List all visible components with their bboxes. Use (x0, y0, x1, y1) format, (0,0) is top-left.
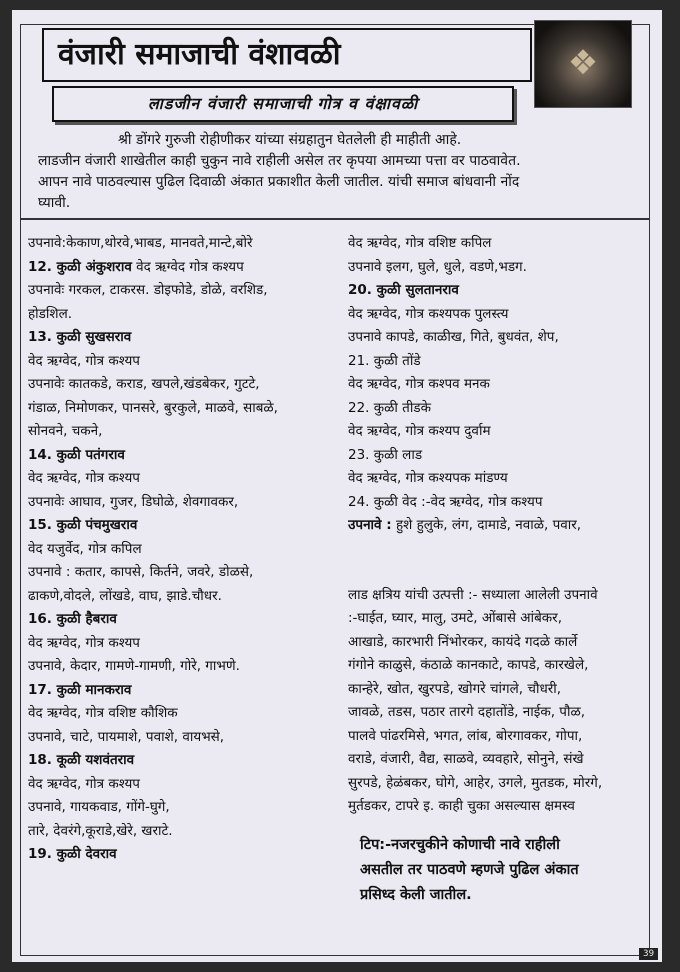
text-line: 23. कुळी लाड (348, 446, 423, 463)
text-line: उपनावे, केदार, गामणे-गामणी, गोरे, गाभणे. (28, 658, 240, 674)
clan-heading: 14. कुळी पतंगराव (28, 446, 125, 463)
right-column-clans (348, 232, 650, 538)
note-box (348, 833, 650, 908)
deity-icon: ❖ (567, 43, 599, 83)
text-line: वेद ऋग्वेद, गोत्र कश्यपक पुलस्त्य (348, 305, 509, 322)
surname-line: गंगोने काळुसे, कंठाळे कानकाटे, कापडे, कारखेले, (348, 657, 589, 673)
text-line: उपनावे इलग, घुले, धुले, वडणे,भडग. (348, 258, 527, 275)
page-number: 39 (639, 948, 658, 960)
text-line: होडशिल. (28, 305, 73, 322)
clan-heading: 16. कुळी हैबराव (28, 611, 117, 627)
text-line: 12. कुळी अंकुशराव वेद ऋग्वेद गोत्र कश्यप (28, 258, 244, 275)
surname-line: सुरपडे, हेळंबकर, घोगे, आहेर, उगले, मुतडक, मोरगे, (348, 774, 603, 791)
text-line: वेद ऋग्वेद, गोत्र कश्यपक मांडण्य (348, 470, 508, 486)
clan-heading: 20. कुळी सुलतानराव (348, 282, 459, 298)
text-line: गंडाळ, निमोणकर, पानसरे, बुरकुले, माळवे, साबळे, (28, 399, 278, 416)
surname-line: :-घाईत, घ्यार, मालु, उमटे, ओंबासे आंबेकर, (348, 610, 562, 626)
clan-heading: 15. कुळी पंचमुखराव (28, 517, 138, 533)
text-line: वेद ऋग्वेद, गोत्र कश्यप (28, 634, 140, 651)
text-line: 22. कुळी तीडके (348, 399, 431, 416)
text-line: उपनावेः आघाव, गुजर, डिघोळे, शेवगावकर, (28, 493, 239, 510)
surname-line: लाड क्षत्रिय यांची उत्पत्ती :- सध्याला आलेली उपनावे (348, 586, 598, 603)
text-line: उपनावे : हुशे हुलुके, लंग, दामाडे, नवाळे, पवार, (348, 517, 582, 533)
surname-line: मुर्तडकर, टापरे इ. काही चुका असल्यास क्षमस्व (348, 798, 575, 814)
surname-line: पालवे पांढरमिसे, भगत, लांब, बोरगावकर, गोपा, (348, 727, 583, 744)
clan-heading: 13. कुळी सुखसराव (28, 329, 132, 345)
text-line: वेद ऋग्वेद, गोत्र वशिष्ट कपिल (348, 235, 492, 251)
text-line: वेद यजुर्वेद, गोत्र कपिल (28, 540, 142, 557)
text-line: उपनावे कापडे, काळीख, गिते, बुधवंत, शेप, (348, 329, 559, 345)
text-line: 24. कुळी वेद :-वेद ऋग्वेद, गोत्र कश्यप (348, 493, 543, 510)
text-line: ढाकणे,वोदले, लोंखडे, वाघ, झाडे.चौधर. (28, 587, 222, 604)
text-line: वेद ऋग्वेद, गोत्र कश्यप (28, 352, 140, 369)
deity-photo (534, 20, 632, 108)
text-line: उपनावे, चाटे, पायमाशे, पवाशे, वायभसे, (28, 728, 225, 745)
note-line: टिप:-नजरचुकीने कोणाची नावे राहीली (360, 836, 560, 853)
surname-line: वराडे, वंजारी, वैद्य, साळवे, व्यवहारे, सोनुने, संखे (348, 751, 584, 767)
text-line: उपनावे:केकाण,थोरवे,भाबड, मानवते,मान्टे,बोरे (28, 235, 253, 251)
intro-line: श्री डोंगरे गुरुजी रोहीणीकर यांच्या संग्रहातुन घेतलेली ही माहीती आहे. (118, 132, 462, 148)
left-column (28, 232, 346, 867)
column-gap (348, 538, 650, 584)
text-line: वेद ऋग्वेद, गोत्र कश्पव मनक (348, 376, 490, 392)
text-line: वेद ऋग्वेद, गोत्र कश्यप दुर्वाम (348, 423, 491, 439)
clan-heading: 18. कूळी यशवंतराव (28, 752, 135, 768)
text-line: सोनवने, चकने, (28, 423, 103, 439)
note-line: असतील तर पाठवणे म्हणजे पुढिल अंकात (360, 861, 579, 878)
right-column (348, 232, 650, 908)
clan-heading: 19. कुळी देवराव (28, 846, 117, 862)
surname-line: कान्हेरे, खोत, खुरपडे, खोगरे चांगले, चौधरी, (348, 680, 562, 697)
section-divider (20, 218, 650, 220)
intro-line: घ्यावी. (38, 195, 71, 211)
magazine-page (12, 10, 662, 962)
note-line: प्रसिध्द केली जातील. (360, 886, 472, 903)
column-gap (348, 819, 650, 833)
text-line: उपनावेः गरकल, टाकरस. डोइफोडे, डोळे, वरशिड, (28, 282, 268, 298)
intro-line: आपन नावे पाठवल्यास पुढिल दिवाळी अंकात प्रकाशीत केली जातील. यांची समाज बांधवानी नोंद (38, 174, 520, 190)
intro-line: लाडजीन वंजारी शाखेतील काही चुकुन नावे राहीली असेल तर कृपया आमच्या पत्ता वर पाठवावेत. (38, 153, 521, 169)
surname-line: जावळे, तडस, पठार तारगे दहातोंडे, नाईक, पौळ, (348, 704, 586, 720)
page-title: वंजारी समाजाची वंशावळी (42, 28, 532, 82)
right-column-surnames (348, 584, 650, 819)
text-line: वेद ऋग्वेद, गोत्र कश्यप (28, 775, 140, 792)
text-line: उपनावे : कतार, कापसे, किर्तने, जवरे, डोळसे, (28, 564, 254, 580)
text-line: 21. कुळी तोंडे (348, 352, 421, 369)
text-line: तारे, देवरंगे,कूराडे,खेरे, खराटे. (28, 822, 173, 839)
page-subtitle: लाडजीन वंजारी समाजाची गोत्र व वंक्षावळी (52, 86, 514, 122)
text-line: वेद ऋग्वेद, गोत्र कश्यप (28, 470, 140, 486)
text-line: वेद ऋग्वेद, गोत्र वशिष्ट कौशिक (28, 705, 178, 721)
intro-paragraph (38, 130, 638, 214)
clan-heading: 17. कुळी मानकराव (28, 681, 132, 698)
text-line: उपनावे, गायकवाड, गोंगे-घुगे, (28, 799, 170, 815)
surname-line: आखाडे, कारभारी निंभोरकर, कायंदे गदळे कार्ले (348, 633, 578, 650)
text-line: उपनावेः कातकडे, कराड, खपले,खंडबेकर, गुटटे, (28, 376, 260, 392)
